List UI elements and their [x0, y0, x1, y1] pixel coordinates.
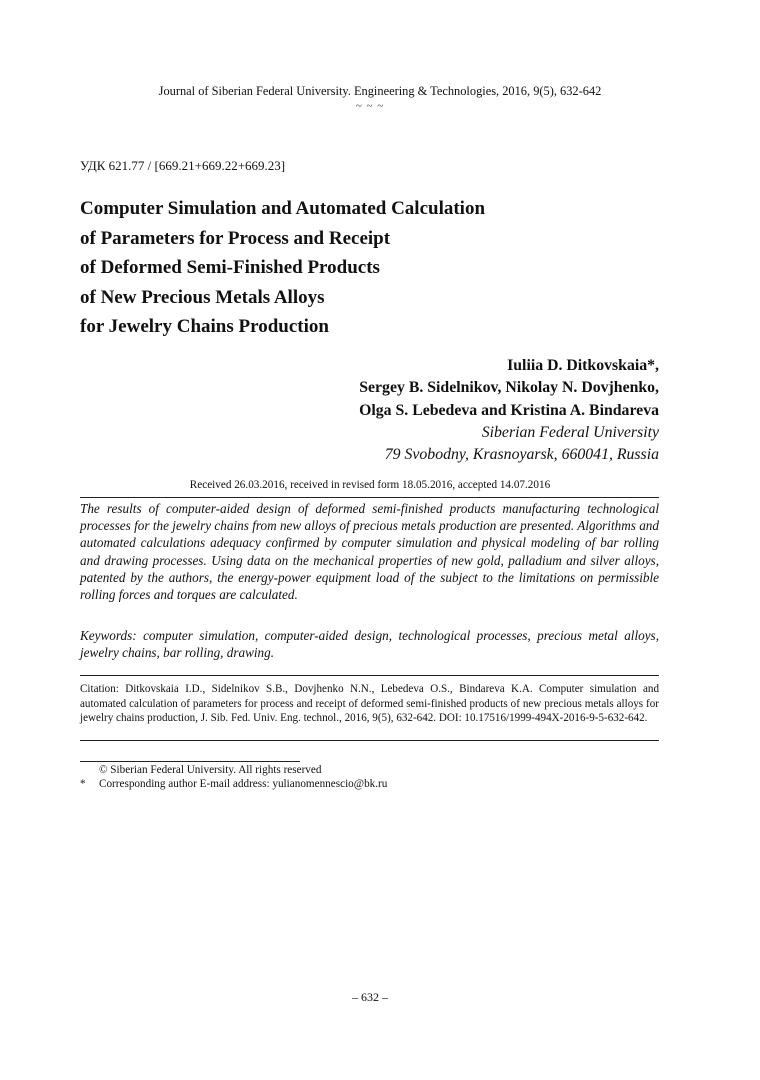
title-line: of Deformed Semi-Finished Products [80, 257, 380, 278]
keywords: Keywords: computer simulation, computer-aided design, technological processes, precious metal alloys, jewelry chains, bar rolling, drawing. [80, 628, 659, 661]
abstract-top-rule [80, 497, 659, 498]
title-line: for Jewelry Chains Production [80, 316, 329, 337]
abstract: The results of computer-aided design of deformed semi-finished products manufacturing technological processes for the jewelry chains from new alloys of precious metals production are presented. Algorithms and automated calculations adequacy confirmed by computer simulation and physical modeling of bar rolling and drawing processes. Using data on the mechanical properties of new gold, palladium and silver alloys, patented by the authors, the energy-power equipment load of the subject to the limitations on permissible rolling forces and torques are calculated. [80, 501, 659, 603]
title-line: Computer Simulation and Automated Calculation [80, 198, 486, 219]
copyright-footnote: © Siberian Federal University. All rights reserved [99, 764, 322, 776]
title-line: of Parameters for Process and Receipt [80, 227, 391, 249]
affiliation-address: 79 Svobodny, Krasnoyarsk, 660041, Russia [384, 446, 659, 464]
citation: Citation: Ditkovskaia I.D., Sidelnikov S.B., Dovjhenko N.N., Lebedeva O.S., Bindareva K.A. Computer simulation and automated calculation of parameters for process and receipt of deformed semi-finished products of new precious metals alloys for jewelry chains production, J. Sib. Fed. Univ. Eng. technol., 2016, 9(5), 632-642. DOI: 10.17516/1999-494X-2016-9-5-632-642. [80, 683, 659, 725]
received-dates: Received 26.03.2016, received in revised form 18.05.2016, accepted 14.07.2016 [189, 479, 551, 491]
author-line: Olga S. Lebedeva and Kristina A. Bindareva [359, 401, 659, 419]
corresponding-author-footnote: Corresponding author E-mail address: yulianomennescio@bk.ru [99, 778, 388, 790]
authors-block [359, 355, 659, 466]
udk-code: УДК 621.77 / [669.21+669.22+669.23] [80, 158, 286, 173]
citation-bottom-rule [80, 740, 659, 741]
footnote-mark: * [80, 778, 86, 790]
footnote-rule [80, 761, 300, 762]
paper-title [80, 194, 485, 342]
affiliation-organization: Siberian Federal University [481, 423, 659, 441]
journal-header: Journal of Siberian Federal University. Engineering & Technologies, 2016, 9(5), 632-642 [158, 84, 602, 98]
author-line: Iuliia D. Ditkovskaia*, [507, 357, 659, 374]
header-separator: ~ ~ ~ [355, 100, 385, 112]
page-number: – 632 – [352, 990, 388, 1004]
abstract-bottom-rule [80, 675, 659, 676]
title-line: of New Precious Metals Alloys [80, 286, 325, 308]
author-line: Sergey B. Sidelnikov, Nikolay N. Dovjhenko, [359, 379, 659, 397]
